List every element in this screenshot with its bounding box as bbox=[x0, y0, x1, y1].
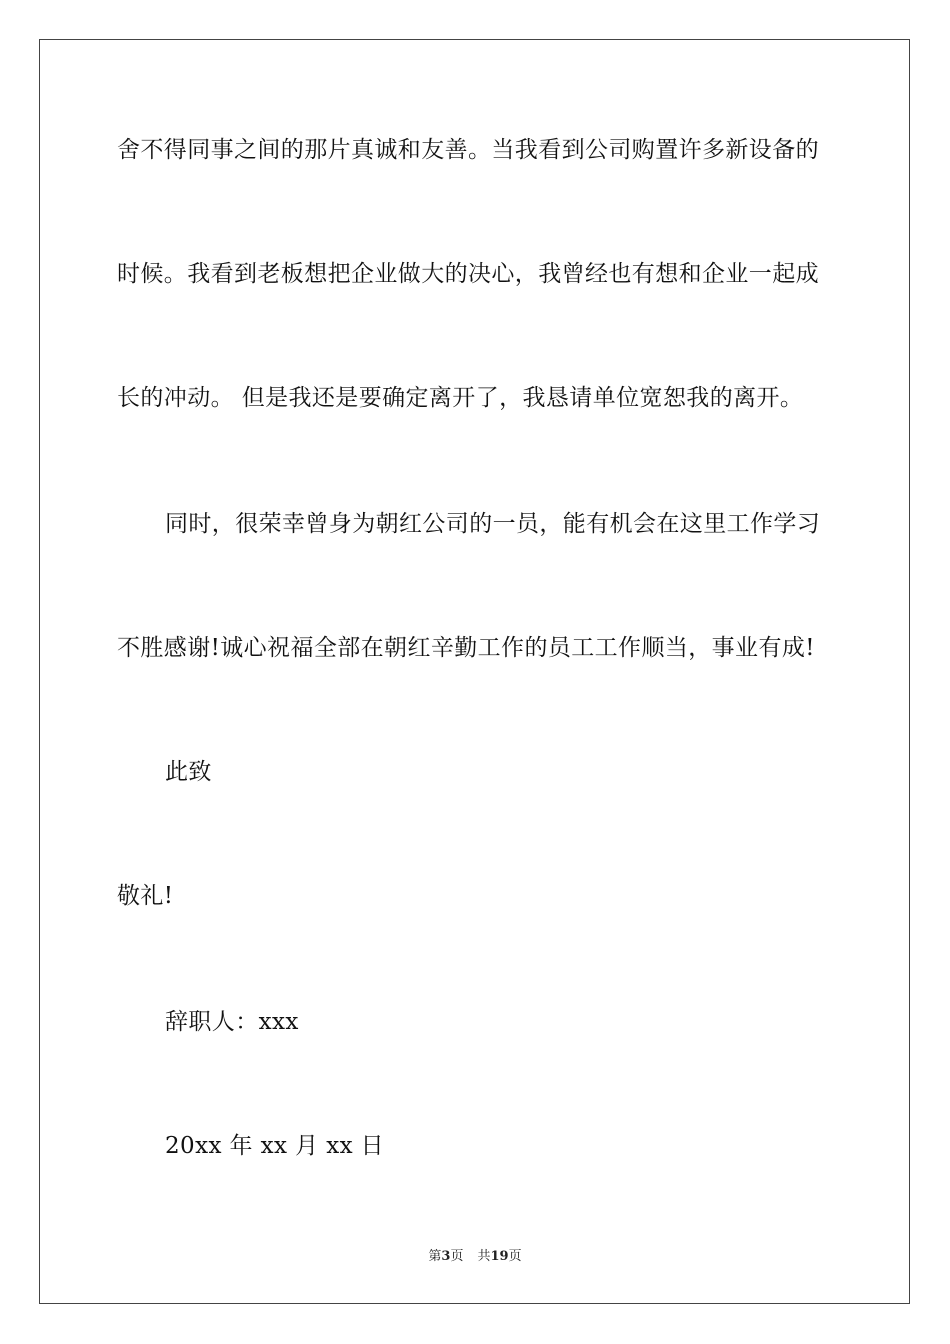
signature-line: 辞职人：xxx bbox=[165, 1009, 299, 1035]
paragraph-thanks-line-2: 不胜感谢!诚心祝福全部在朝红辛勤工作的员工工作顺当，事业有成! bbox=[117, 635, 815, 661]
footer-page-prefix: 第 bbox=[428, 1249, 442, 1264]
footer-page-suffix: 页 bbox=[450, 1249, 464, 1264]
page-footer bbox=[0, 1248, 950, 1266]
footer-total-number: 19 bbox=[490, 1249, 509, 1264]
footer-page-number: 3 bbox=[441, 1249, 451, 1264]
body-line-3: 长的冲动。 但是我还是要确定离开了，我恳请单位宽恕我的离开。 bbox=[117, 385, 804, 411]
body-line-1: 舍不得同事之间的那片真诚和友善。当我看到公司购置许多新设备的 bbox=[117, 137, 819, 163]
closing-salutation: 此致 bbox=[165, 759, 212, 785]
date-line: 20xx 年 xx 月 xx 日 bbox=[165, 1133, 385, 1159]
footer-total-suffix: 页 bbox=[508, 1249, 522, 1264]
page-frame bbox=[39, 39, 910, 1304]
body-line-2: 时候。我看到老板想把企业做大的决心，我曾经也有想和企业一起成 bbox=[117, 261, 819, 287]
closing-regards: 敬礼! bbox=[117, 883, 174, 909]
paragraph-thanks-line-1: 同时，很荣幸曾身为朝红公司的一员，能有机会在这里工作学习 bbox=[165, 511, 821, 537]
footer-total-prefix: 共 bbox=[477, 1249, 491, 1264]
